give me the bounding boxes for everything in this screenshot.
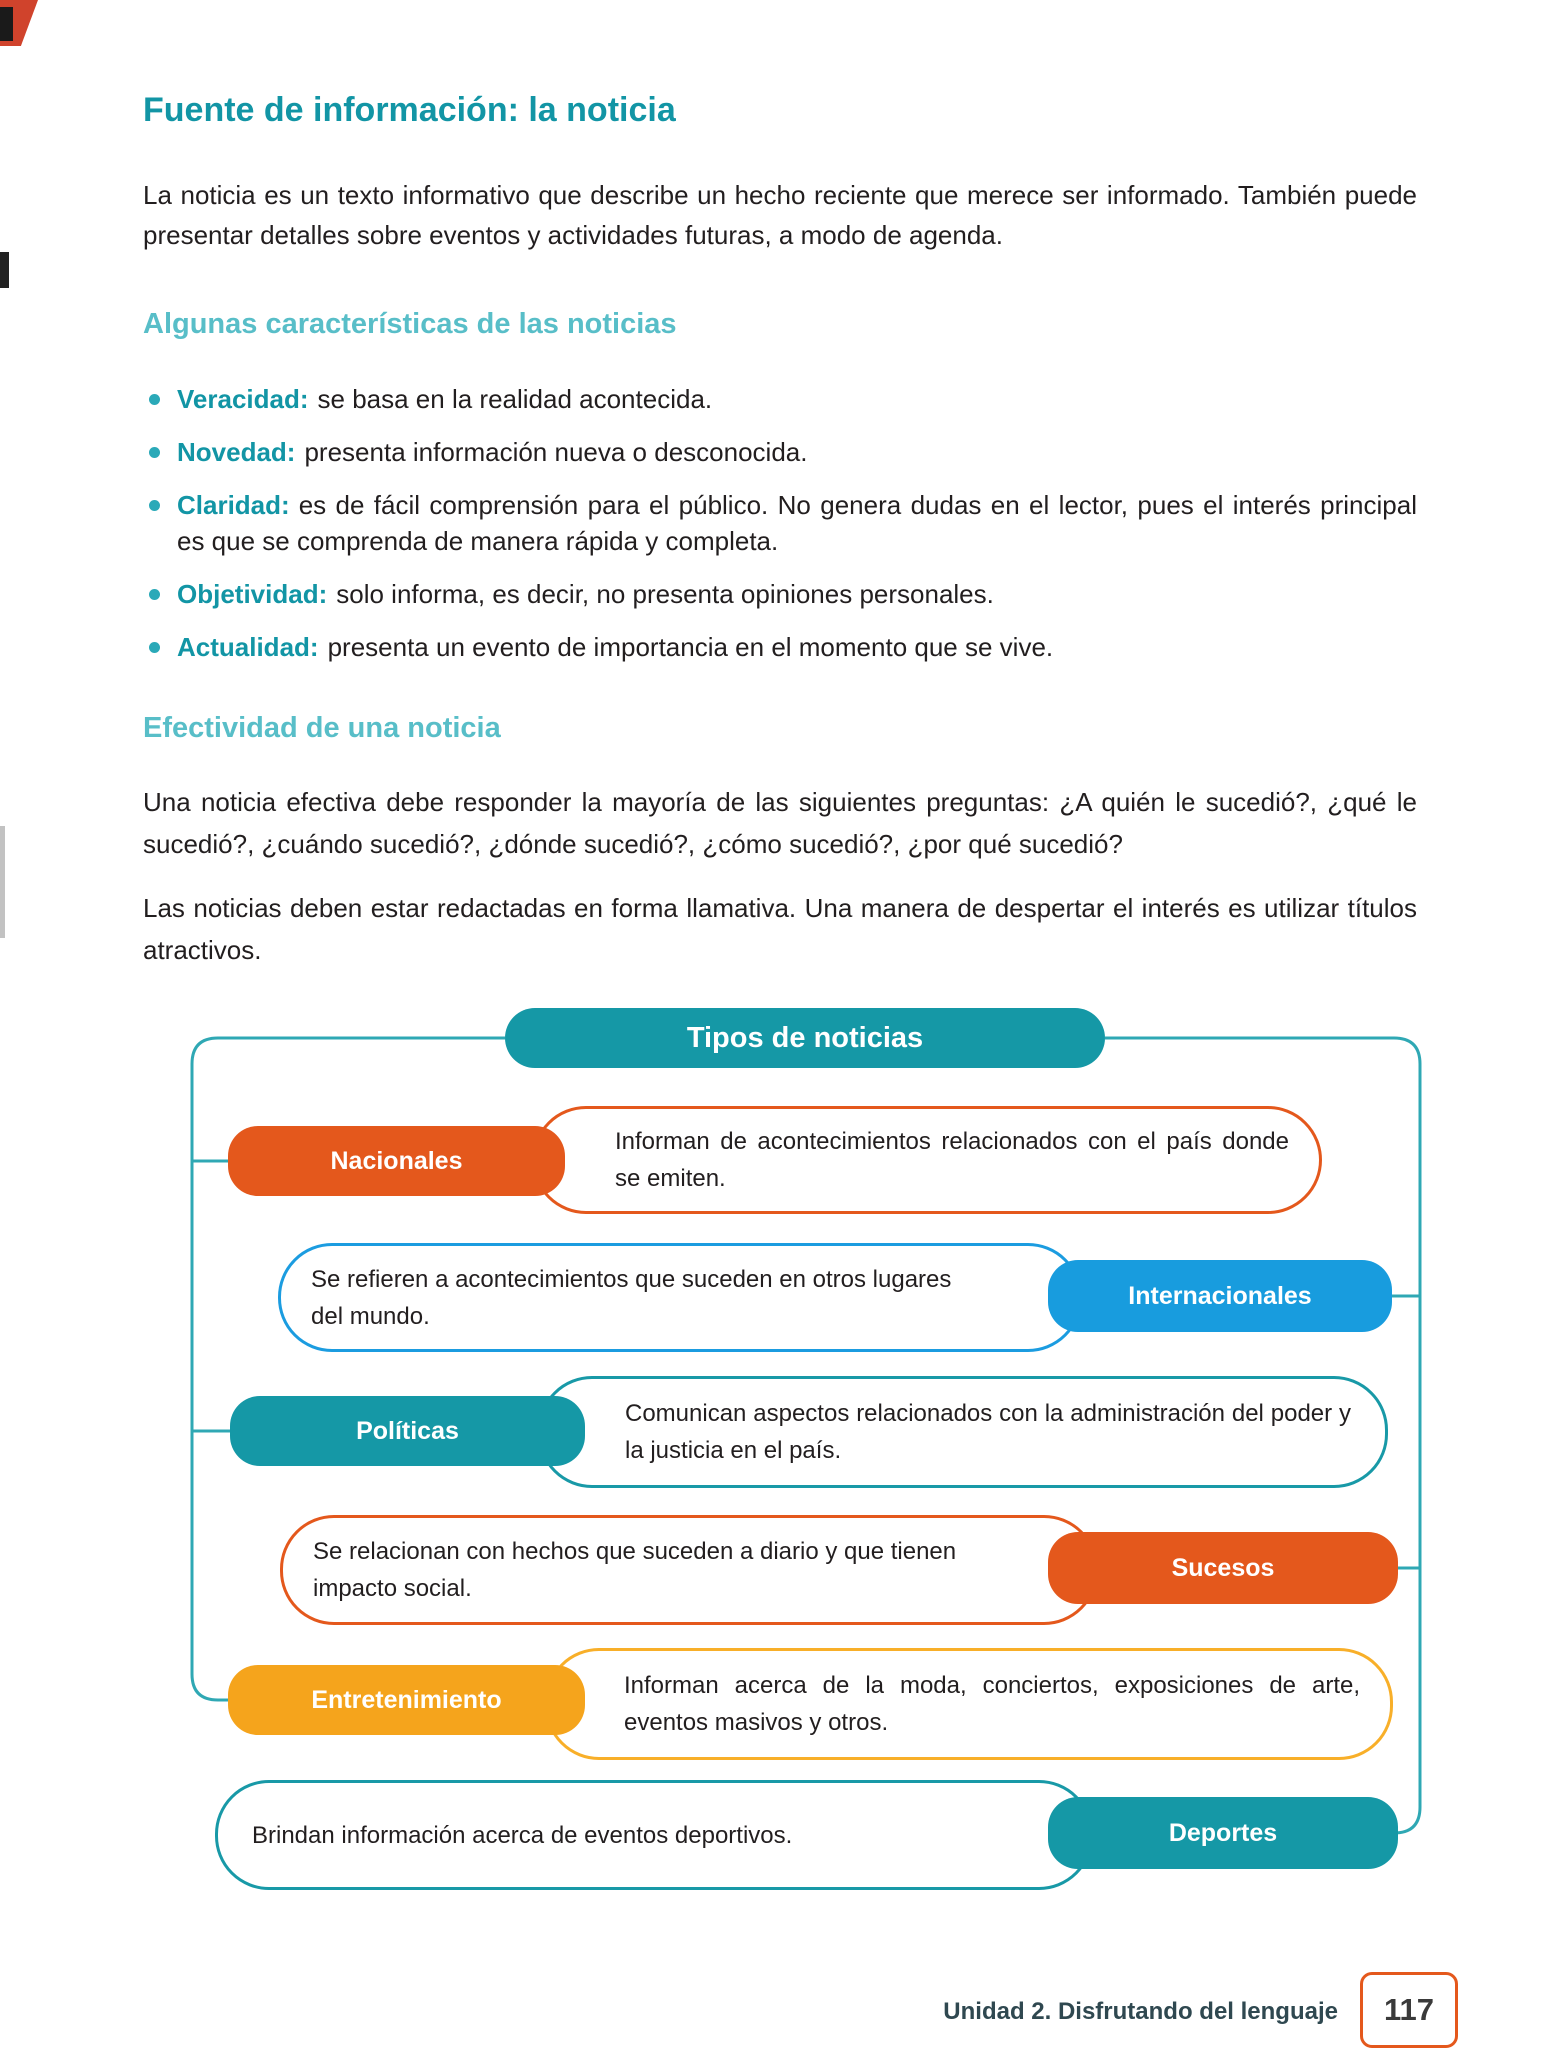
diagram-label-politicas: Políticas <box>230 1396 585 1466</box>
bullet-text: es de fácil comprensión para el público. No genera dudas en el lector, pues el interés principal es que se comprenda de manera rápida y completa. <box>177 490 1417 556</box>
diagram-label-nacionales: Nacionales <box>228 1126 565 1196</box>
description-text: Se refieren a acontecimientos que suceden en otros lugares del mundo. <box>311 1265 952 1330</box>
description-text: Informan acerca de la moda, conciertos, exposiciones de arte, eventos masivos y otros. <box>624 1672 1360 1736</box>
bullet-term: Objetividad: <box>177 579 328 609</box>
scan-artifact-black-mark <box>0 7 13 41</box>
heading-caracteristicas: Algunas características de las noticias <box>143 308 677 340</box>
bullet-text: solo informa, es decir, no presenta opiniones personales. <box>336 579 994 609</box>
diagram-label-sucesos: Sucesos <box>1048 1532 1398 1604</box>
diagram-description-sucesos <box>280 1515 1098 1625</box>
bullet-term: Novedad: <box>177 437 296 467</box>
bullet-text: presenta un evento de importancia en el momento que se vive. <box>327 632 1054 662</box>
diagram-label-entretenimiento: Entretenimiento <box>228 1665 585 1735</box>
bullet-term: Claridad: <box>177 490 290 520</box>
efectividad-paragraph-1: Una noticia efectiva debe responder la mayoría de las siguientes preguntas: ¿A quién le sucedió?, ¿qué le sucedió?, ¿cuándo sucedió?, ¿dónde sucedió?, ¿cómo sucedió?, ¿por qué sucedió? <box>143 787 1417 859</box>
description-text: Comunican aspectos relacionados con la administración del poder y la justicia en el país. <box>625 1400 1351 1464</box>
diagram-description-deportes <box>215 1780 1093 1890</box>
footer-unit-label: Unidad 2. Disfrutando del lenguaje <box>943 1998 1338 2025</box>
diagram-title: Tipos de noticias <box>505 1008 1105 1068</box>
description-text: Se relacionan con hechos que suceden a diario y que tienen impacto social. <box>313 1538 957 1602</box>
intro-paragraph: La noticia es un texto informativo que describe un hecho reciente que merece ser informado. También puede presentar detalles sobre eventos y actividades futuras, a modo de agenda. <box>143 180 1417 250</box>
description-text: Brindan información acerca de eventos deportivos. <box>252 1821 793 1849</box>
bullet-text: presenta información nueva o desconocida. <box>304 437 808 467</box>
scan-artifact-black-mark <box>0 252 9 288</box>
bullet-term: Actualidad: <box>177 632 319 662</box>
diagram-description-entretenimiento <box>545 1648 1393 1760</box>
heading-efectividad: Efectividad de una noticia <box>143 712 501 744</box>
bullet-term: Veracidad: <box>177 384 309 414</box>
page-title: Fuente de información: la noticia <box>143 91 676 129</box>
diagram-label-deportes: Deportes <box>1048 1797 1398 1869</box>
diagram-description-internacionales <box>278 1243 1082 1352</box>
description-text: Informan de acontecimientos relacionados con el país donde se emiten. <box>615 1128 1289 1192</box>
scan-artifact-gray-streak <box>0 826 5 938</box>
diagram-description-nacionales <box>532 1106 1322 1214</box>
bullet-text: se basa en la realidad acontecida. <box>317 384 713 414</box>
page-number: 117 <box>1383 1992 1434 2027</box>
efectividad-paragraph-2: Las noticias deben estar redactadas en forma llamativa. Una manera de despertar el interés es utilizar títulos atractivos. <box>143 893 1417 965</box>
diagram-description-politicas <box>538 1376 1388 1488</box>
diagram-label-internacionales: Internacionales <box>1048 1260 1392 1332</box>
